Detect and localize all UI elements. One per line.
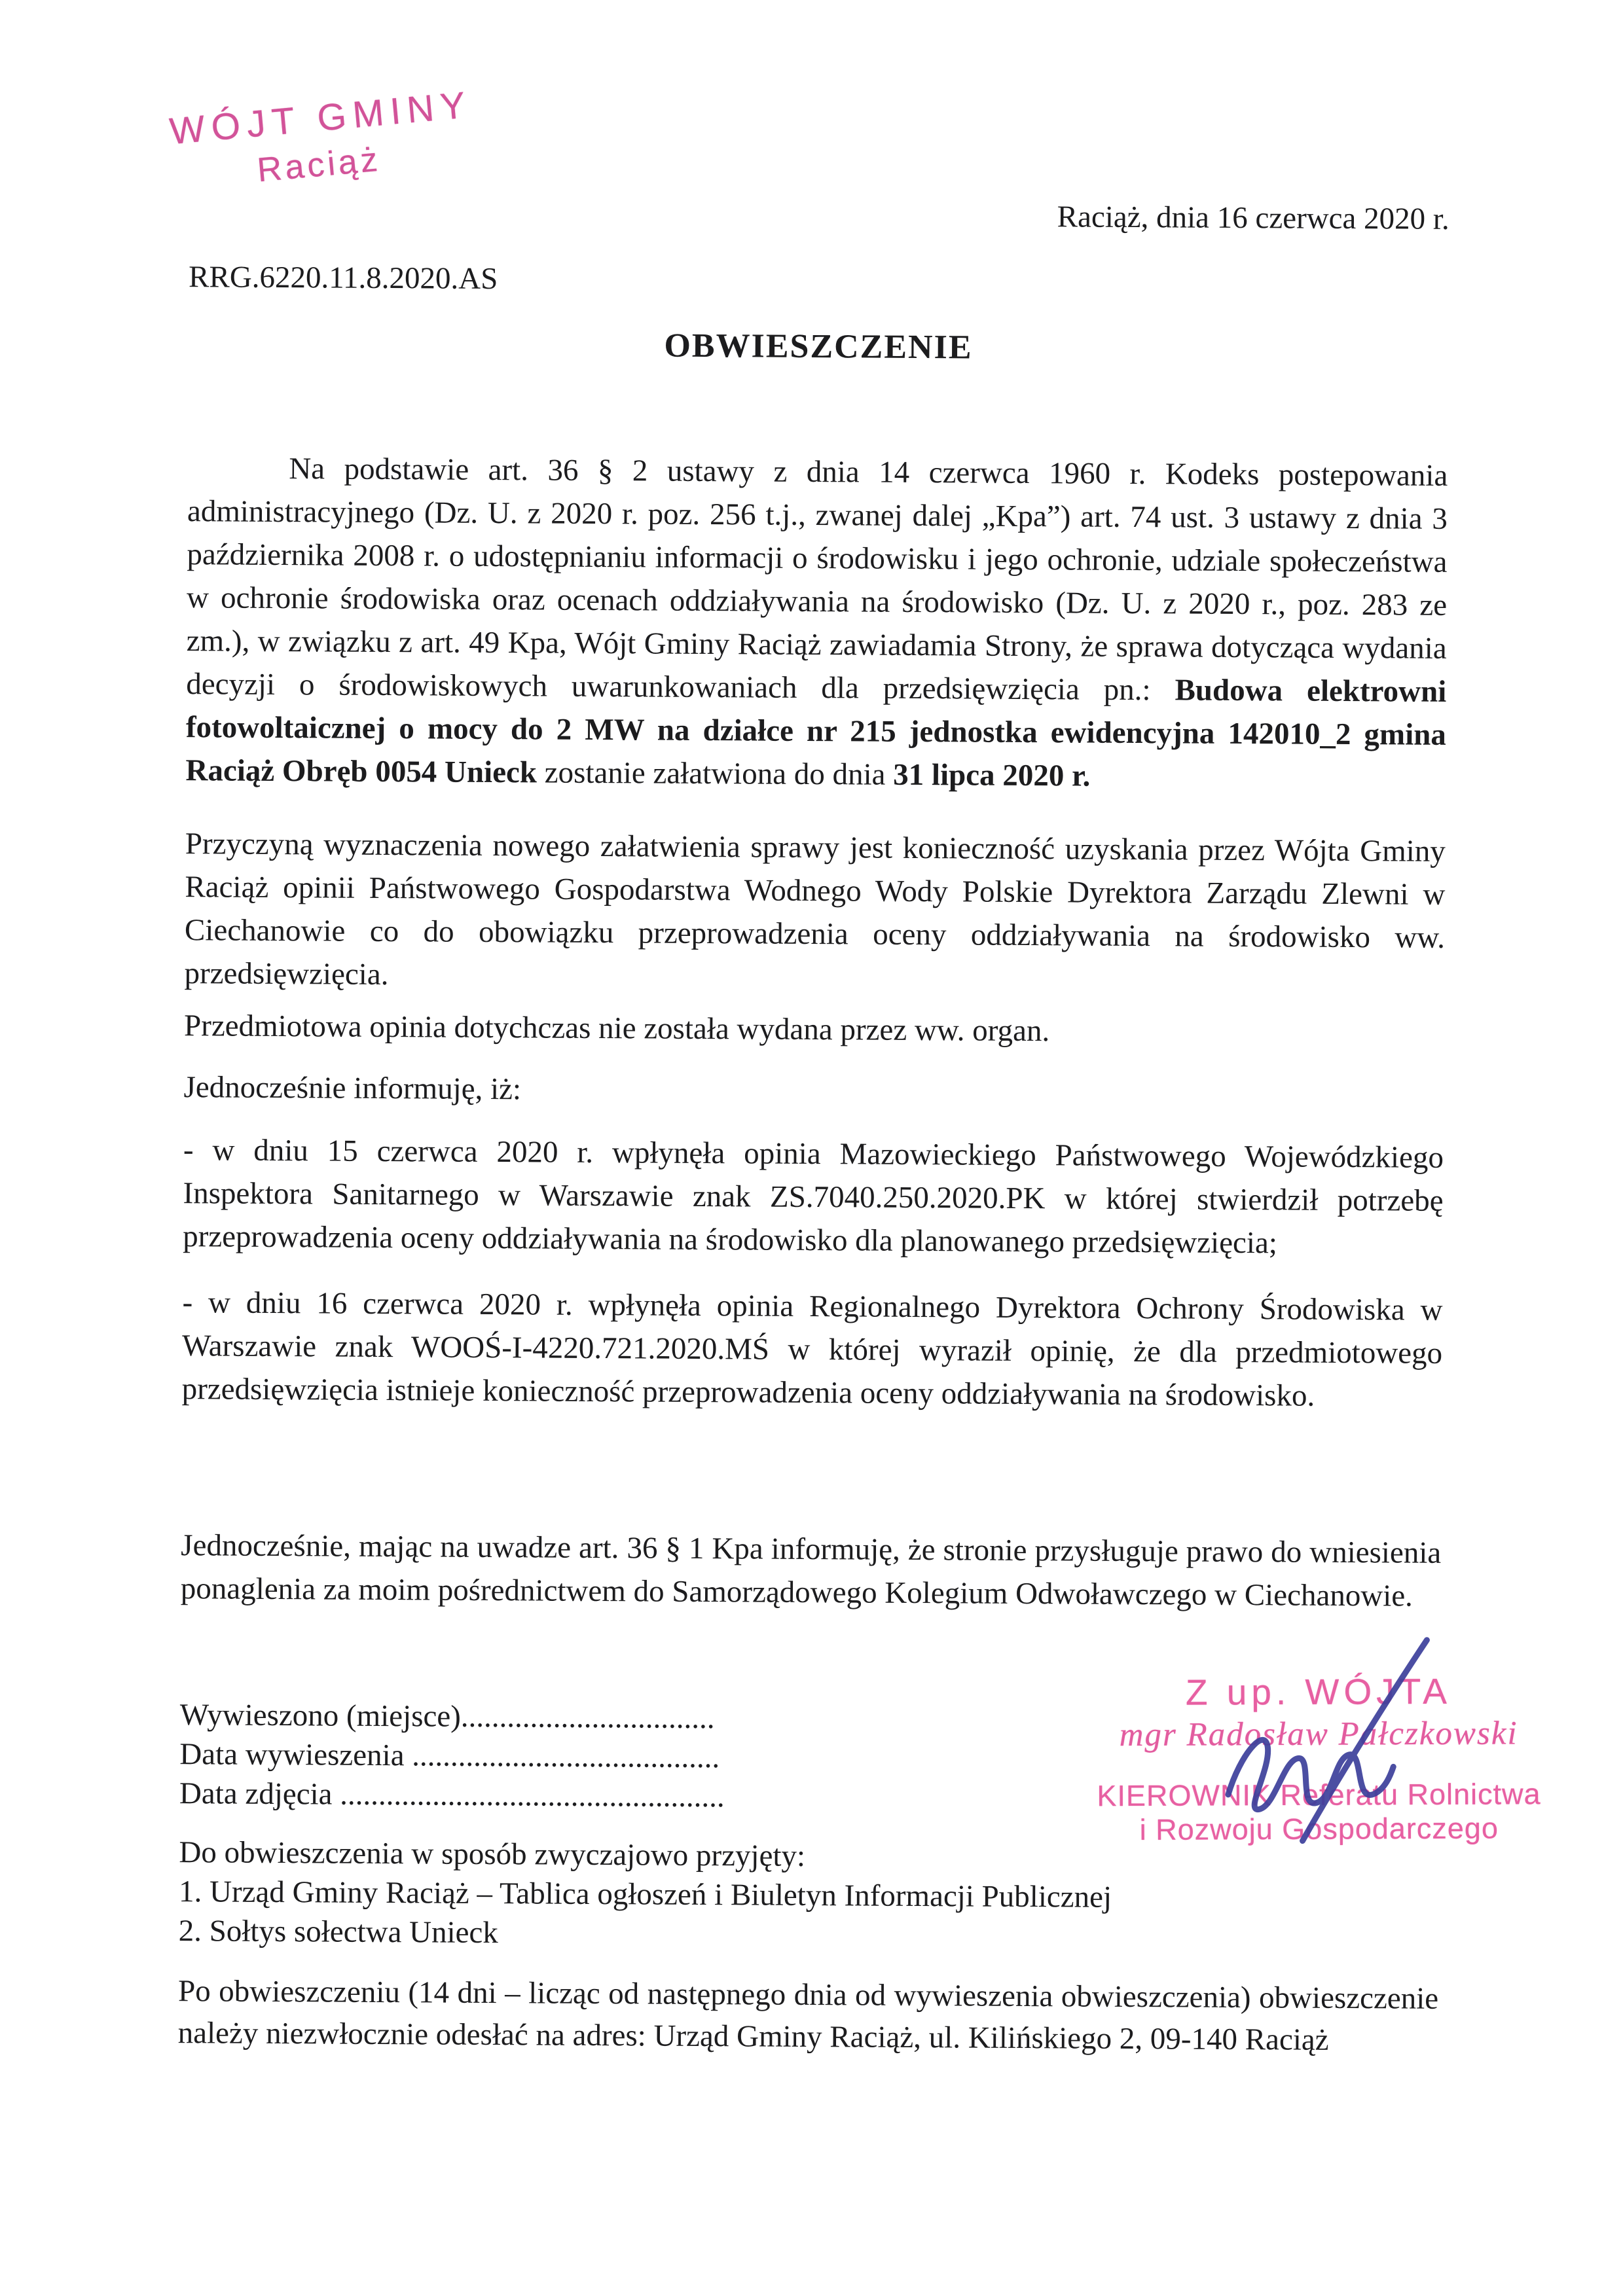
distribution-heading: Do obwieszczenia w sposób zwyczajowo przyjęty:: [179, 1835, 806, 1873]
paragraph-inform-intro: Jednocześnie informuję, iż:: [183, 1070, 522, 1107]
document-title: OBWIESZCZENIE: [664, 327, 973, 367]
signature-stamp-position-line1: KIEROWNIK Referatu Rolnictwa: [1097, 1777, 1541, 1813]
removal-date-line: Data zdjęcia ..................................................: [179, 1776, 725, 1814]
paragraph-right-to-remind: Jednocześnie, mając na uwadze art. 36 § 1 Kpa informuję, że stronie przysługuje prawo do wniesienia ponaglenia za moim pośrednictwem do Samorządowego Kolegium Odwoławczego w Ciechanowie.: [180, 1528, 1442, 1613]
authority-stamp-line1: WÓJT GMINY: [168, 83, 474, 153]
return-instruction-note: Po obwieszczeniu (14 dni – licząc od następnego dnia od wywieszenia obwieszczenia) obwieszczenie należy niezwłocznie odesłać na adres: Urząd Gminy Raciąż, ul. Kilińskiego 2, 09-140 Raciąż: [177, 1974, 1439, 2057]
paragraph-bold-segment-project: Budowa elektrowni fotowoltaicznej o mocy do 2 MW na działce nr 215 jednostka ewidencyjna 142010_2 gmina Raciąż Obręb 0054 Unieck: [185, 673, 1447, 790]
distribution-list: [178, 1833, 1439, 1958]
signature-stamp-authorization: Z up. WÓJTA: [1185, 1670, 1452, 1713]
paragraph-opinion-status: Przedmiotowa opinia dotychczas nie została wydana przez ww. organ.: [183, 1009, 1050, 1049]
posting-place-line: Wywieszono (miejsce).................................: [179, 1698, 715, 1736]
signature-stamp-position-line2: i Rozwoju Gospodarczego: [1139, 1811, 1499, 1846]
paragraph-legal-basis: [185, 446, 1448, 800]
paragraph-text-segment: zostanie załatwiona do dnia: [536, 755, 894, 792]
reference-number: RRG.6220.11.8.2020.AS: [188, 260, 498, 296]
distribution-item-2: 2. Sołtys sołectwa Unieck: [178, 1914, 499, 1950]
distribution-item-1: 1. Urząd Gminy Raciąż – Tablica ogłoszeń i Biuletyn Informacji Publicznej: [178, 1874, 1112, 1914]
paragraph-opinion-sanitary: - w dniu 15 czerwca 2020 r. wpłynęła opinia Mazowieckiego Państwowego Wojewódzkiego Inspektora Sanitarnego w Warszawie znak ZS.7040.250.2020.PK w której stwierdził potrzebę przeprowadzenia oceny oddziaływania na środowisko dla planowanego przedsięwzięcia;: [182, 1133, 1444, 1261]
signature-stamp-name: mgr Radosław Pałczkowski: [1119, 1715, 1518, 1754]
handwritten-signature: [1192, 1634, 1449, 1851]
paragraph-bold-segment-deadline: 31 lipca 2020 r.: [893, 757, 1091, 793]
paragraph-reason: Przyczyną wyznaczenia nowego załatwienia sprawy jest konieczność uzyskania przez Wójta Gminy Raciąż opinii Państwowego Gospodarstwa Wodnego Wody Polskie Dyrektora Zarządu Zlewni w Ciechanowie co do obowiązku przeprowadzenia oceny oddziaływania na środowisko ww. przedsięwzięcia.: [184, 827, 1446, 992]
posting-date-line: Data wywieszenia ........................................: [179, 1737, 720, 1775]
paragraph-opinion-rdos: - w dniu 16 czerwca 2020 r. wpłynęła opinia Regionalnego Dyrektora Ochrony Środowiska w Warszawie znak WOOŚ-I-4220.721.2020.MŚ w której wyraził opinię, że dla przedmiotowego przedsięwzięcia istnieje konieczność przeprowadzenia oceny oddziaływania na środowisko.: [181, 1285, 1443, 1413]
document-date: Raciąż, dnia 16 czerwca 2020 r.: [1057, 200, 1450, 236]
authority-stamp-line2: Raciąż: [255, 140, 382, 190]
authority-stamp: [168, 83, 477, 198]
paragraph-text-segment: Na podstawie art. 36 § 2 ustawy z dnia 14 czerwca 1960 r. Kodeks postepowania administracyjnego (Dz. U. z 2020 r. poz. 256 t.j., zwanej dalej „Kpa”) art. 74 ust. 3 ustawy z dnia 3 października 2008 r. o udostępnianiu informacji o środowisku i jego ochronie, udziale społeczeństwa w ochronie środowiska oraz ocenach oddziaływania na środowisko (Dz. U. z 2020 r., poz. 283 ze zm.), w związku z art. 49 Kpa, Wójt Gminy Raciąż zawiadamia Strony, że sprawa dotycząca wydania decyzji o środowiskowych uwarunkowaniach dla przedsięwzięcia pn.:: [186, 452, 1448, 708]
